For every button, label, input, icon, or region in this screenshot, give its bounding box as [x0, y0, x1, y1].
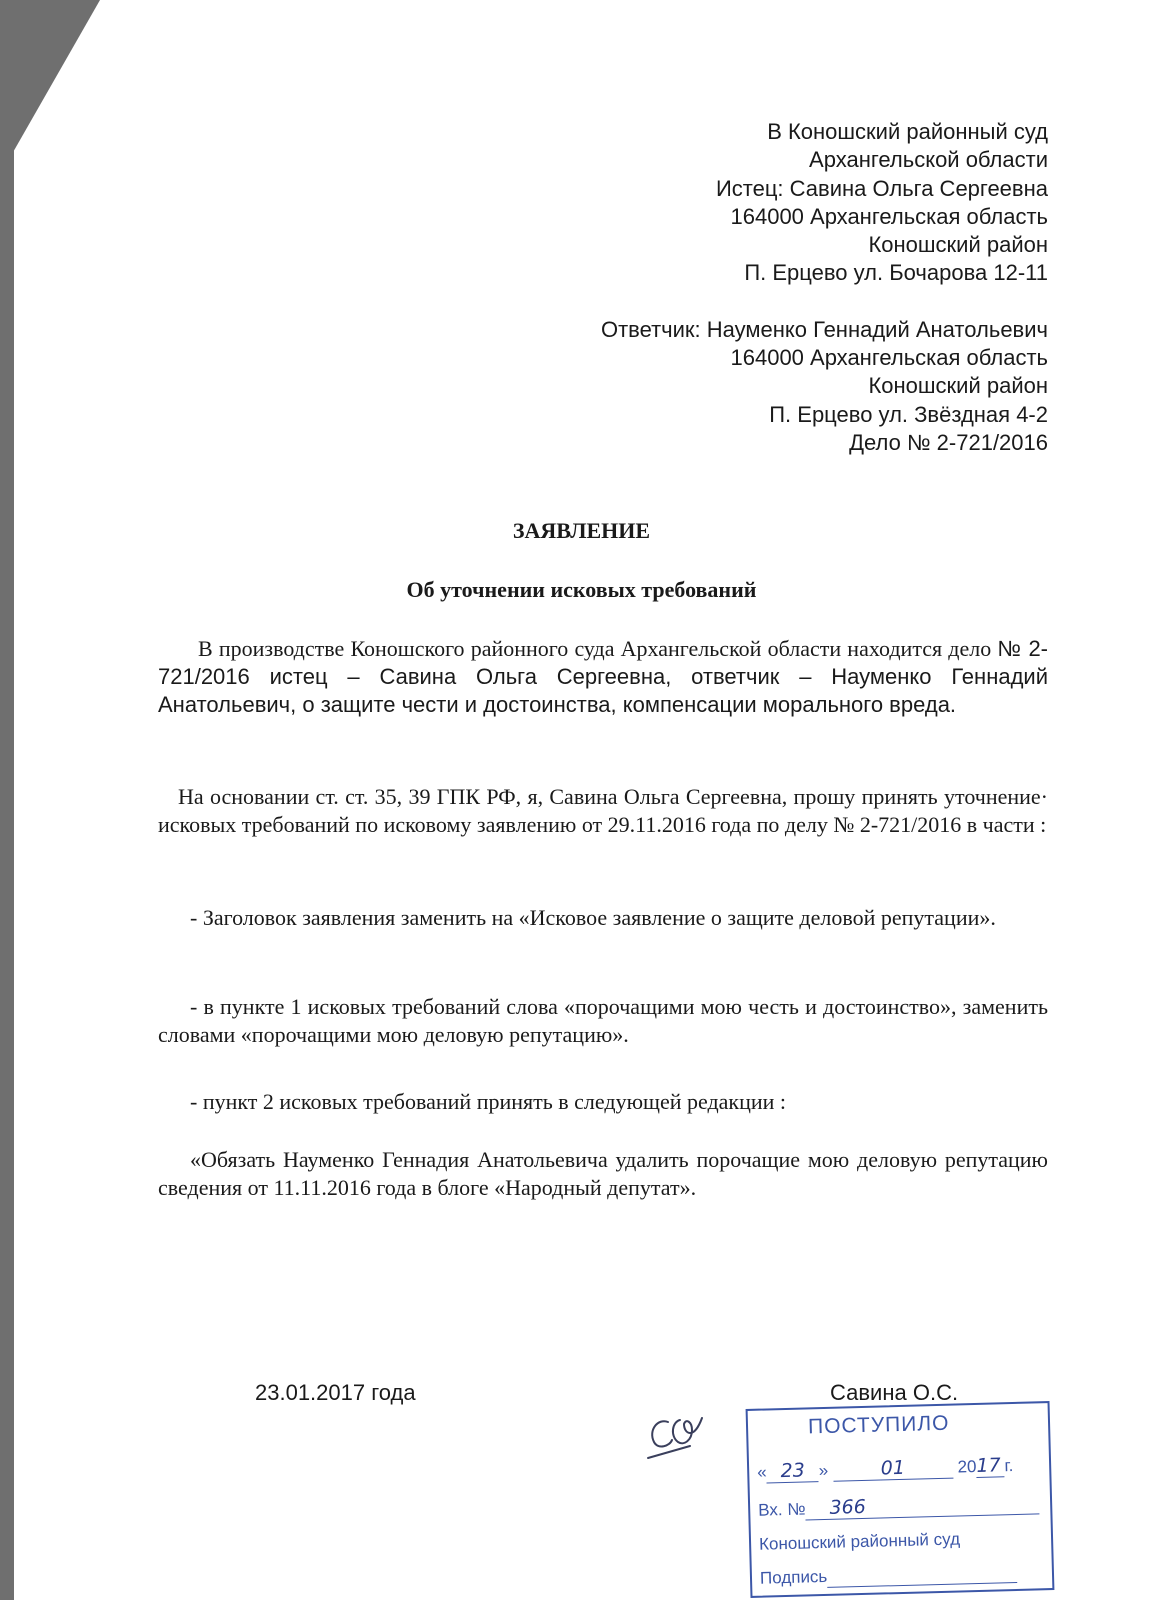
plaintiff-address-line: 164000 Архангельская область — [730, 203, 1048, 229]
stamp-date-line: « 23 » 01 2017 г. — [756, 1454, 1014, 1483]
intro-text-serif: В производстве Коношского районного суда Архангельской области находится дело — [198, 636, 992, 661]
received-stamp — [746, 1401, 1055, 1598]
defendant-address-line: П. Ерцево ул. Звёздная 4-2 — [769, 401, 1048, 427]
stamp-title: ПОСТУПИЛО — [807, 1411, 950, 1439]
paragraph-item-1 — [158, 993, 1048, 1049]
case-number: Дело № 2-721/2016 — [849, 429, 1048, 455]
intro-text-sans: № 2-721/2016 истец – Савина Ольга Сергеевна, ответчик – Науменко Геннадий Анатольевич, о защите чести и достоинства, компенсации морального вреда. — [158, 636, 1049, 717]
item-title-text: - Заголовок заявления заменить на «Исковое заявление о защите деловой репутации». — [190, 905, 996, 930]
plaintiff-line: Истец: Савина Ольга Сергеевна — [715, 175, 1048, 201]
handwritten-signature — [640, 1400, 720, 1460]
paragraph-request — [158, 783, 1048, 839]
signer-name: Савина О.С. — [830, 1380, 959, 1405]
stamp-signature-label: Подпись — [759, 1566, 828, 1588]
item-2-text: - пункт 2 исковых требований принять в следующей редакции : — [190, 1089, 787, 1114]
new-wording-text: «Обязать Науменко Геннадия Анатольевича удалить порочащие мою деловую репутацию сведения от 11.11.2016 года в блоге «Народный депутат». — [158, 1147, 1048, 1200]
plaintiff-address-line: П. Ерцево ул. Бочарова 12-11 — [744, 260, 1048, 286]
addressee-block — [601, 118, 1048, 457]
stamp-month: 01 — [833, 1456, 954, 1482]
paragraph-new-wording — [158, 1146, 1048, 1202]
stamp-year: 17 — [976, 1454, 1005, 1478]
document-date: 23.01.2017 года — [255, 1380, 416, 1405]
item-1-text: - в пункте 1 исковых требований слова «порочащими мою честь и достоинство», заменить словами «порочащими мою деловую репутацию». — [158, 994, 1048, 1047]
defendant-address-line: 164000 Архангельская область — [730, 345, 1048, 371]
stamp-inbox-label: Вх. № — [757, 1499, 806, 1520]
plaintiff-address-line: Коношский район — [868, 232, 1048, 258]
paragraph-item-2 — [158, 1088, 1048, 1116]
stamp-inbox-number: 366 — [805, 1491, 1040, 1520]
document-title: ЗАЯВЛЕНИЕ — [512, 518, 651, 543]
scan-edge — [0, 0, 14, 1600]
folded-corner — [0, 0, 100, 175]
request-text: На основании ст. ст. 35, 39 ГПК РФ, я, Савина Ольга Сергеевна, прошу принять уточнение· исковых требований по исковому заявлению от 29.11.2016 года по делу № 2-721/2016 в части : — [158, 784, 1048, 837]
paragraph-intro — [158, 635, 1048, 719]
stamp-inbox-line — [758, 1491, 1040, 1521]
stamp-day: 23 — [766, 1459, 819, 1483]
paragraph-item-title — [158, 904, 1048, 932]
addressee-line: В Коношский районный суд — [767, 119, 1048, 144]
defendant-address-line: Коношский район — [868, 373, 1048, 399]
stamp-signature-line — [760, 1562, 1018, 1590]
stamp-court: Коношский районный суд — [758, 1529, 961, 1554]
defendant-line: Ответчик: Науменко Геннадий Анатольевич — [600, 316, 1048, 342]
addressee-line: Архангельской области — [809, 147, 1048, 173]
document-subtitle: Об уточнении исковых требований — [406, 577, 757, 602]
